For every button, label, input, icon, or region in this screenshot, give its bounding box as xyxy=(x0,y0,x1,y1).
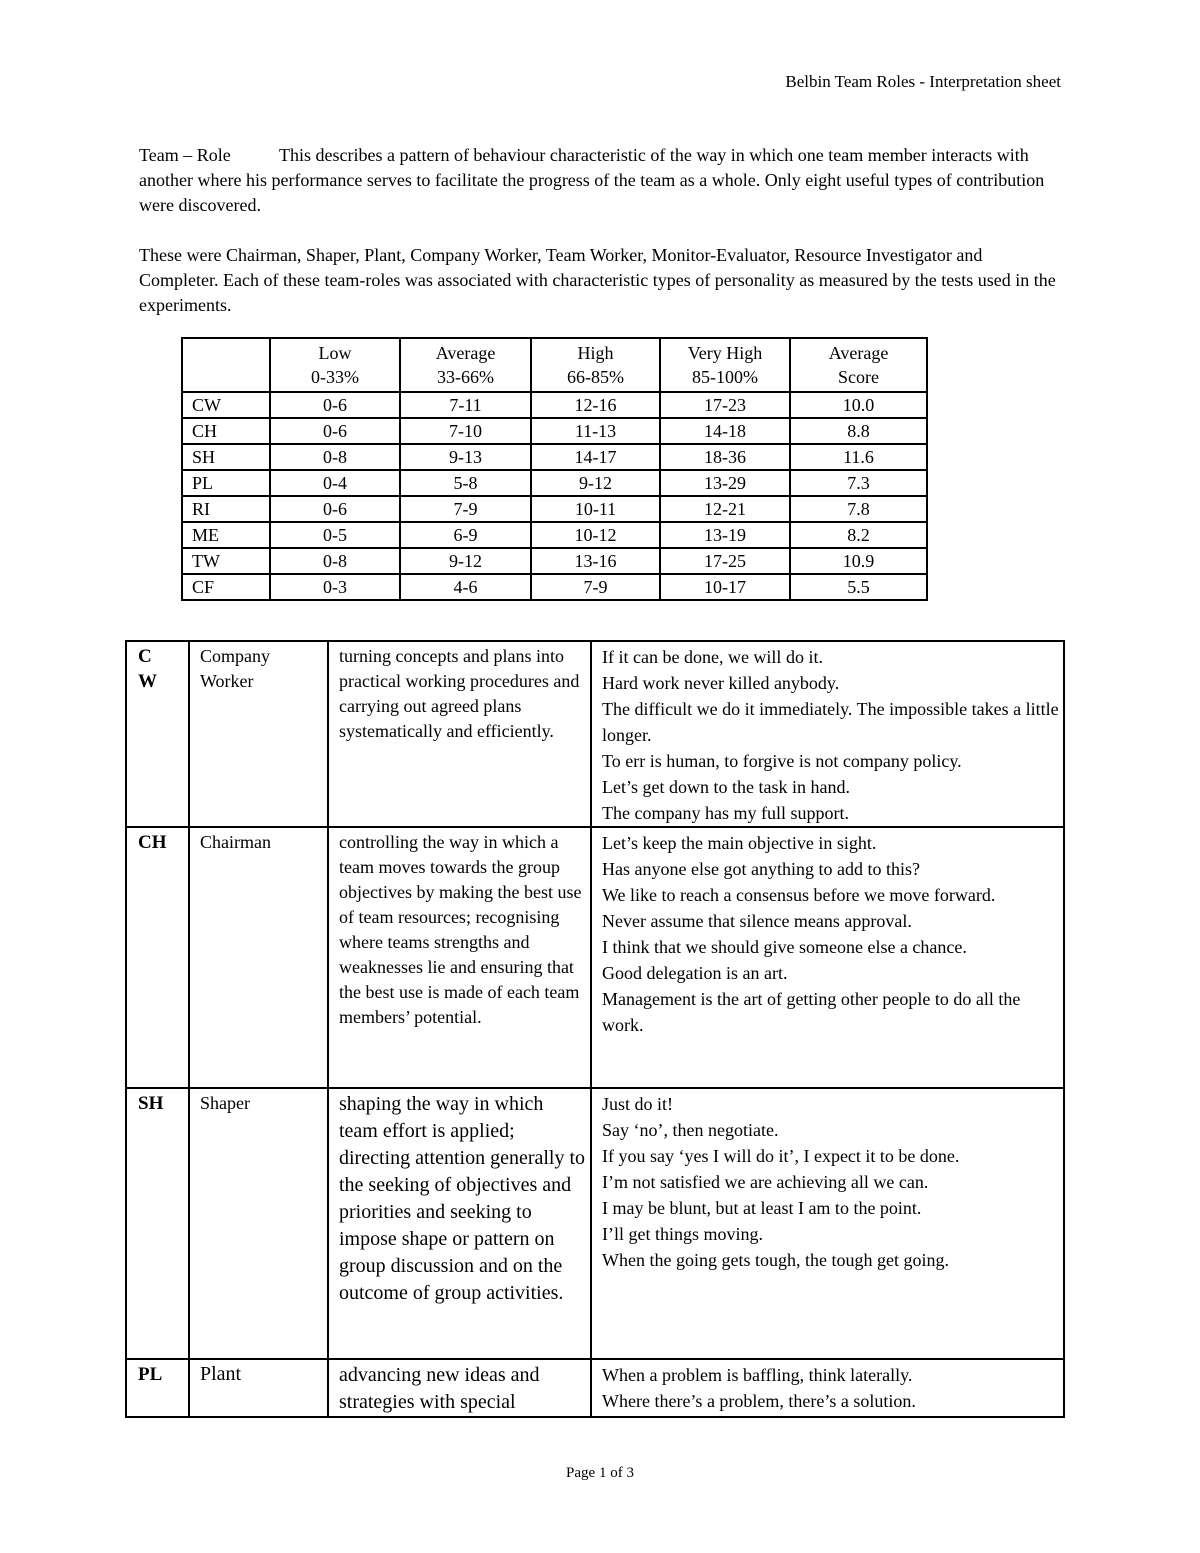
score-cell: 17-25 xyxy=(660,548,790,574)
score-cell: 7.8 xyxy=(790,496,927,522)
table-row xyxy=(182,548,927,574)
role-name: Shaper xyxy=(189,1088,328,1359)
quote-line: When the going gets tough, the tough get going. xyxy=(602,1250,949,1270)
intro-paragraph-2: These were Chairman, Shaper, Plant, Company Worker, Team Worker, Monitor-Evaluator, Resource Investigator and Completer. Each of these team-roles was associated with characteristic types of personality as measured by the tests used in the experiments. xyxy=(139,245,1056,315)
score-cell: 11.6 xyxy=(790,444,927,470)
intro-paragraph-1 xyxy=(139,143,1064,218)
quote-line: If it can be done, we will do it. xyxy=(602,647,823,667)
score-cell: 7-10 xyxy=(400,418,531,444)
role-row-ch xyxy=(126,827,1064,1088)
score-cell: 18-36 xyxy=(660,444,790,470)
score-header-cell: Average 33-66% xyxy=(400,338,531,392)
score-cell: 7-9 xyxy=(400,496,531,522)
role-quotes xyxy=(591,1088,1064,1359)
role-code: PL xyxy=(126,1359,189,1417)
role-row-pl xyxy=(126,1359,1064,1417)
role-row-sh xyxy=(126,1088,1064,1359)
score-cell: 7-11 xyxy=(400,392,531,418)
role-code-cell: CF xyxy=(182,574,270,600)
table-row xyxy=(182,470,927,496)
quote-line: When a problem is baffling, think laterally. xyxy=(602,1365,913,1385)
score-cell: 9-12 xyxy=(400,548,531,574)
score-cell: 10.0 xyxy=(790,392,927,418)
score-cell: 5-8 xyxy=(400,470,531,496)
role-name: Chairman xyxy=(189,827,328,1088)
quote-line: Good delegation is an art. xyxy=(602,963,788,983)
score-cell: 0-6 xyxy=(270,392,400,418)
role-description: controlling the way in which a team moves towards the group objectives by making the best use of team resources; recognising where teams strengths and weaknesses lie and ensuring that the best use is made of each team members’ potential. xyxy=(328,827,591,1088)
score-header-cell: Low 0-33% xyxy=(270,338,400,392)
score-cell: 13-19 xyxy=(660,522,790,548)
quote-line: If you say ‘yes I will do it’, I expect it to be done. xyxy=(602,1146,960,1166)
intro-definition: This describes a pattern of behaviour characteristic of the way in which one team member interacts with another where his performance serves to facilitate the progress of the team as a whole. Only eight useful types of contribution were discovered. xyxy=(139,145,1045,215)
role-quotes xyxy=(591,1359,1064,1417)
quote-line: Hard work never killed anybody. xyxy=(602,673,840,693)
quote-line: I’ll get things moving. xyxy=(602,1224,763,1244)
quote-line: The difficult we do it immediately. The impossible takes a little longer. xyxy=(602,699,1059,745)
score-cell: 5.5 xyxy=(790,574,927,600)
role-code-cell: CH xyxy=(182,418,270,444)
score-cell: 4-6 xyxy=(400,574,531,600)
score-cell: 8.2 xyxy=(790,522,927,548)
table-row xyxy=(182,522,927,548)
score-cell: 10-17 xyxy=(660,574,790,600)
role-code-cell: RI xyxy=(182,496,270,522)
role-quotes xyxy=(591,827,1064,1088)
score-cell: 14-17 xyxy=(531,444,660,470)
intro-term: Team – Role xyxy=(139,145,231,165)
quote-line: The company has my full support. xyxy=(602,803,849,823)
score-table-header-row xyxy=(182,338,927,392)
quote-line: I think that we should give someone else a chance. xyxy=(602,937,967,957)
score-cell: 0-5 xyxy=(270,522,400,548)
score-cell: 7.3 xyxy=(790,470,927,496)
table-row xyxy=(182,496,927,522)
score-cell: 0-4 xyxy=(270,470,400,496)
score-header-cell: High 66-85% xyxy=(531,338,660,392)
quote-line: Let’s keep the main objective in sight. xyxy=(602,833,877,853)
role-name: Company Worker xyxy=(189,641,328,827)
score-cell: 0-6 xyxy=(270,418,400,444)
score-cell: 6-9 xyxy=(400,522,531,548)
quote-line: Say ‘no’, then negotiate. xyxy=(602,1120,779,1140)
role-code-cell: PL xyxy=(182,470,270,496)
role-code: SH xyxy=(126,1088,189,1359)
score-cell: 17-23 xyxy=(660,392,790,418)
score-cell: 11-13 xyxy=(531,418,660,444)
score-cell: 10-12 xyxy=(531,522,660,548)
role-code: C W xyxy=(126,641,189,827)
score-cell: 0-6 xyxy=(270,496,400,522)
table-row xyxy=(182,574,927,600)
role-code-cell: SH xyxy=(182,444,270,470)
role-description: turning concepts and plans into practical working procedures and carrying out agreed plans systematically and efficiently. xyxy=(328,641,591,827)
intro-section xyxy=(139,143,1064,343)
score-cell: 7-9 xyxy=(531,574,660,600)
role-code: CH xyxy=(126,827,189,1088)
quote-line: Let’s get down to the task in hand. xyxy=(602,777,850,797)
score-cell: 0-8 xyxy=(270,444,400,470)
quote-line: We like to reach a consensus before we move forward. xyxy=(602,885,996,905)
score-table xyxy=(181,337,928,601)
score-cell: 9-13 xyxy=(400,444,531,470)
role-code-cell: TW xyxy=(182,548,270,574)
score-cell: 12-16 xyxy=(531,392,660,418)
score-cell: 9-12 xyxy=(531,470,660,496)
quote-line: Never assume that silence means approval. xyxy=(602,911,912,931)
score-cell: 13-29 xyxy=(660,470,790,496)
role-row-cw xyxy=(126,641,1064,827)
quote-line: I may be blunt, but at least I am to the point. xyxy=(602,1198,922,1218)
document-header: Belbin Team Roles - Interpretation sheet xyxy=(785,72,1061,91)
score-cell: 14-18 xyxy=(660,418,790,444)
quote-line: Management is the art of getting other people to do all the work. xyxy=(602,989,1021,1035)
quote-line: I’m not satisfied we are achieving all we can. xyxy=(602,1172,929,1192)
table-row xyxy=(182,444,927,470)
roles-table xyxy=(125,640,1065,1418)
role-description: shaping the way in which team effort is applied; directing attention generally to the seeking of objectives and priorities and seeking to impose shape or pattern on group discussion and on the outcome of group activities. xyxy=(328,1088,591,1359)
score-cell: 13-16 xyxy=(531,548,660,574)
score-header-cell xyxy=(182,338,270,392)
quote-line: Just do it! xyxy=(602,1094,674,1114)
score-cell: 0-3 xyxy=(270,574,400,600)
quote-line: Has anyone else got anything to add to this? xyxy=(602,859,920,879)
page-number: Page 1 of 3 xyxy=(566,1465,634,1481)
score-header-cell: Average Score xyxy=(790,338,927,392)
score-cell: 10.9 xyxy=(790,548,927,574)
role-description: advancing new ideas and strategies with special xyxy=(328,1359,591,1417)
quote-line: Where there’s a problem, there’s a solution. xyxy=(602,1391,916,1411)
quote-line: To err is human, to forgive is not company policy. xyxy=(602,751,962,771)
score-cell: 8.8 xyxy=(790,418,927,444)
table-row xyxy=(182,392,927,418)
score-header-cell: Very High 85-100% xyxy=(660,338,790,392)
role-code-cell: CW xyxy=(182,392,270,418)
score-cell: 0-8 xyxy=(270,548,400,574)
score-cell: 12-21 xyxy=(660,496,790,522)
role-code-cell: ME xyxy=(182,522,270,548)
score-cell: 10-11 xyxy=(531,496,660,522)
role-name: Plant xyxy=(189,1359,328,1417)
role-quotes xyxy=(591,641,1064,827)
table-row xyxy=(182,418,927,444)
